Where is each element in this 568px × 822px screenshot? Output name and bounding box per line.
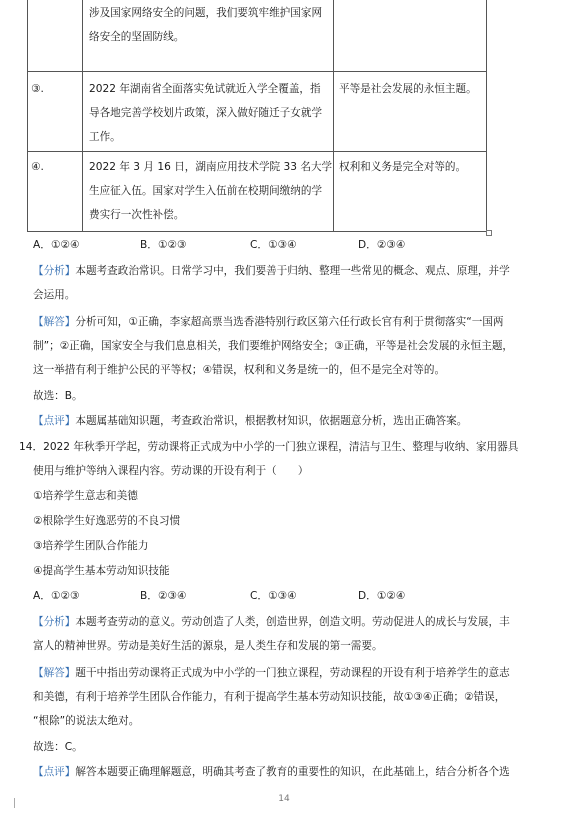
analysis-tag: 【分析】 [33,265,76,277]
q14-comment-line: 【点评】解答本题要正确理解题意，明确其考查了教育的重要性的知识，在此基础上，结合分析各个选 [33,766,510,778]
table-cell-text: 生应征入伍。国家对学生入伍前在校期间缴纳的学 [89,185,323,197]
q13-option-c: C．①③④ [250,239,297,251]
q14-option-c: C．①③④ [250,590,297,602]
table-cell-text: 工作。 [89,131,121,143]
page-number: 14 [278,794,290,804]
q13-analysis-line: 会运用。 [33,289,76,301]
q14-stem-line: 14．2022 年秋季开学起，劳动课将正式成为中小学的一门独立课程，清洁与卫生、整理与收纳、家用器具 [19,441,519,453]
question-table [27,0,487,232]
table-row-number: ④. [31,161,44,173]
q14-answer-line: 和美德，有利于培养学生团队合作能力，有利于提高学生基本劳动知识技能，故①③④正确；②错误， [33,691,506,703]
q13-option-b: B．①②③ [140,239,187,251]
q14-item: ④提高学生基本劳动知识技能 [33,565,170,577]
q13-answer-line: 制”；②正确，国家安全与我们息息相关，我们要维护网络安全；③正确，平等是社会发展的永恒主题， [33,340,514,352]
q13-analysis-line: 【分析】本题考查政治常识。日常学习中，我们要善于归纳、整理一些常见的概念、观点、原理，并学 [33,265,510,277]
q14-item: ③培养学生团队合作能力 [33,540,149,552]
q13-option-d: D．②③④ [358,239,406,251]
q14-analysis-line: 富人的精神世界。劳动是美好生活的源泉，是人类生存和发展的第一需要。 [33,640,383,652]
q14-choice: 故选：C。 [33,741,83,753]
table-cell-text: 导各地完善学校划片政策，深入做好随迁子女就学 [89,107,323,119]
comment-tag: 【点评】 [33,766,76,778]
table-cell-text: 2022 年 3 月 16 日，湖南应用技术学院 33 名大学 [89,161,333,173]
table-row-number: ③. [31,83,44,95]
answer-tag: 【解答】 [33,667,76,679]
table-cell-text: 费实行一次性补偿。 [89,209,185,221]
q14-stem-line: 使用与维护等纳入课程内容。劳动课的开设有利于（ ） [33,465,309,477]
q13-answer-line: 【解答】分析可知，①正确，李家超高票当选香港特别行政区第六任行政长官有利于贯彻落实“一国两 [33,316,504,328]
table-cell-text: 2022 年湖南省全面落实免试就近入学全覆盖，指 [89,83,321,95]
answer-tag: 【解答】 [33,316,76,328]
q14-answer-line: 【解答】题干中指出劳动课将正式成为中小学的一门独立课程，劳动课程的开设有利于培养学生的意志 [33,667,510,679]
q13-option-a: A．①②④ [33,239,80,251]
table-cell-text: 络安全的坚固防线。 [89,31,185,43]
table-cell-viewpoint: 权利和义务是完全对等的。 [339,161,467,173]
q14-analysis-line: 【分析】本题考查劳动的意义。劳动创造了人类，创造世界，创造文明。劳动促进人的成长与发展，丰 [33,616,510,628]
q13-choice: 故选：B。 [33,390,83,402]
q14-option-b: B．②③④ [140,590,187,602]
q14-answer-line: “根除”的说法太绝对。 [33,715,140,727]
q13-comment-line: 【点评】本题属基础知识题，考查政治常识，根据教材知识，依据题意分析，选出正确答案。 [33,415,468,427]
table-resize-handle [486,230,492,236]
table-cell-text: 涉及国家网络安全的问题，我们要筑牢维护国家网 [89,7,323,19]
comment-tag: 【点评】 [33,415,76,427]
q14-option-a: A．①②③ [33,590,80,602]
q14-item: ①培养学生意志和美德 [33,490,138,502]
analysis-tag: 【分析】 [33,616,76,628]
q14-item: ②根除学生好逸恶劳的不良习惯 [33,515,181,527]
q14-option-d: D．①②④ [358,590,406,602]
table-cell-viewpoint: 平等是社会发展的永恒主题。 [339,83,477,95]
q13-answer-line: 这一举措有利于维护公民的平等权；④错误，权利和义务是统一的，但不是完全对等的。 [33,364,446,376]
